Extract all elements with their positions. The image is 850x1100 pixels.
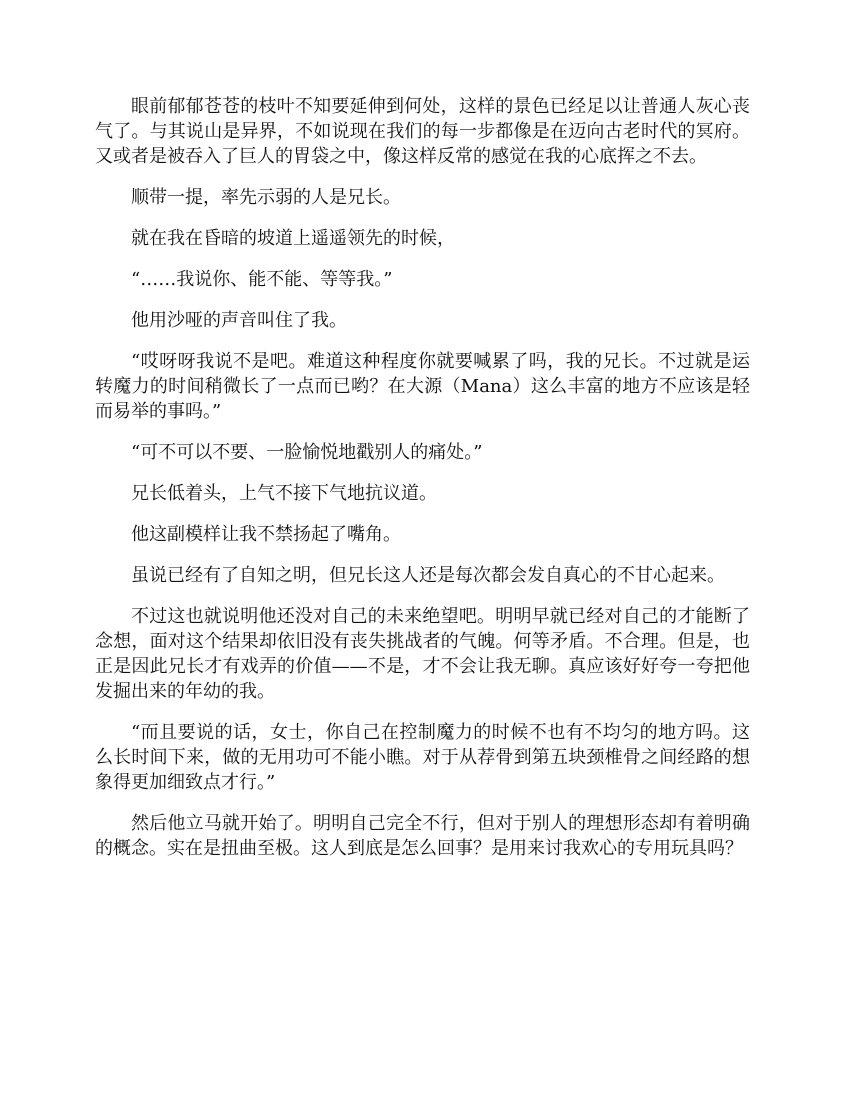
paragraph-2: 顺带一提，率先示弱的人是兄长。	[131, 187, 401, 208]
paragraph-1: 眼前郁郁苍苍的枝叶不知要延伸到何处，这样的景色已经足以让普通人灰心丧气了。与其说山是异界，不如说现在我们的每一步都像是在迈向古老时代的冥府。又或者是被吞入了巨人的胃袋之中，像这样反常的感觉在我的心底挥之不去。	[95, 96, 750, 167]
paragraph-10: 虽说已经有了自知之明，但兄长这人还是每次都会发自真心的不甘心起来。	[131, 565, 725, 586]
paragraph-5: 他用沙哑的声音叫住了我。	[131, 310, 347, 331]
document-page	[95, 94, 750, 877]
paragraph-12: “而且要说的话，女士，你自己在控制魔力的时候不也有不均匀的地方吗。这么长时间下来，做的无用功可不能小瞧。对于从荐骨到第五块颈椎骨之间经路的想象得更加细致点才行。”	[95, 722, 750, 793]
paragraph-9: 他这副模样让我不禁扬起了嘴角。	[131, 524, 401, 545]
paragraph-4: “……我说你、能不能、等等我。”	[131, 269, 393, 290]
paragraph-11: 不过这也就说明他还没对自己的未来绝望吧。明明早就已经对自己的才能断了念想，面对这个结果却依旧没有丧失挑战者的气魄。何等矛盾。不合理。但是，也正是因此兄长才有戏弄的价值——不是，才不会让我无聊。真应该好好夸一夸把他发掘出来的年幼的我。	[95, 606, 750, 702]
paragraph-8: 兄长低着头，上气不接下气地抗议道。	[131, 483, 437, 504]
paragraph-13: 然后他立马就开始了。明明自己完全不行，但对于别人的理想形态却有着明确的概念。实在是扭曲至极。这人到底是怎么回事？是用来讨我欢心的专用玩具吗？	[95, 813, 750, 859]
paragraph-3: 就在我在昏暗的坡道上遥遥领先的时候，	[131, 228, 455, 249]
paragraph-7: “可不可以不要、一脸愉悦地戳别人的痛处。”	[131, 442, 483, 463]
paragraph-6: “哎呀呀我说不是吧。难道这种程度你就要喊累了吗，我的兄长。不过就是运转魔力的时间稍微长了一点而已哟？在大源（Mana）这么丰富的地方不应该是轻而易举的事吗。”	[95, 351, 750, 422]
